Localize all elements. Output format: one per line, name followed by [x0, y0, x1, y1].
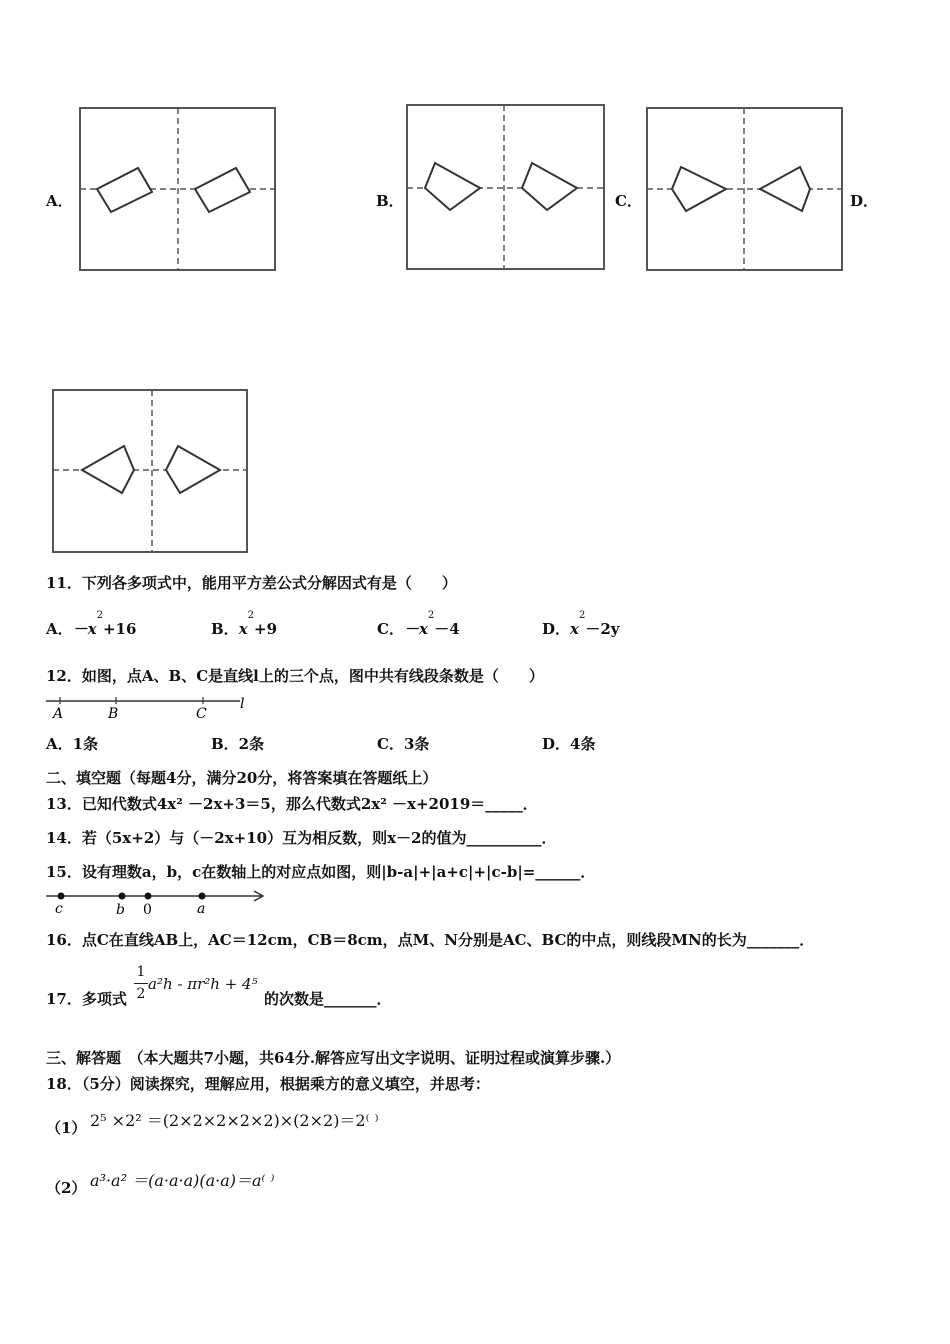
q14-text: 14．若（5x+2）与（－2x+10）互为相反数，则x－2的值为__________．	[46, 829, 557, 847]
q12-stem: 12．如图，点A、B、C是直线l上的三个点，图中共有线段条数是（ ）	[46, 667, 544, 685]
option-a-label: A．	[46, 192, 73, 210]
q18-part1-expression: 2⁵ ×2² ＝(2×2×2×2×2)×(2×2)＝2⁽ ⁾	[90, 1111, 379, 1130]
q16-text: 16．点C在直线AB上，AC＝12cm，CB＝8cm，点M、N分别是AC、BC的中点，则线段MN的长为_______．	[46, 931, 815, 949]
q12-line-label: l	[240, 696, 245, 712]
q15-point-b: b	[116, 902, 125, 918]
section2-title: 二、填空题（每题4分，满分20分，将答案填在答题纸上）	[46, 769, 438, 787]
option-b-label: B．	[376, 192, 404, 210]
q17-suffix: 的次数是_______．	[264, 990, 392, 1008]
q15-point-zero: 0	[143, 902, 152, 918]
q15-text: 15．设有理数a，b，c在数轴上的对应点如图，则|b-a|+|a+c|+|c-b|=______．	[46, 863, 596, 881]
q12-option-c: C．3条	[377, 735, 430, 753]
q13-text: 13．已知代数式4x² －2x+3＝5，那么代数式2x² －x+2019＝_____．	[46, 795, 538, 813]
figure-option-d	[0, 380, 300, 560]
section3-title: 三、解答题 （本大题共7小题，共64分.解答应写出文字说明、证明过程或演算步骤.）	[46, 1049, 621, 1067]
q12-line-figure	[0, 692, 300, 722]
q12-option-b: B．2条	[211, 735, 265, 753]
q18-part2-expression: a³·a² ＝(a·a·a)(a·a)＝a⁽ ⁾	[90, 1171, 275, 1190]
q15-number-line	[0, 886, 300, 918]
q11-option-d: D．$x^2-2y$	[542, 610, 620, 638]
q11-option-a: A．$-x^2+16$	[46, 610, 137, 638]
q18-stem: 18．（5分）阅读探究，理解应用，根据乘方的意义填空，并思考：	[46, 1075, 490, 1093]
q11-stem: 11．下列各多项式中，能用平方差公式分解因式有是（ ）	[46, 574, 457, 592]
q12-point-a: A	[53, 706, 64, 722]
q18-part1-label: （1）	[46, 1119, 87, 1137]
option-c-label: C．	[615, 192, 642, 210]
q15-point-a: a	[197, 901, 206, 917]
figure-option-a	[0, 0, 950, 300]
q17-fraction-denominator: 2	[136, 986, 146, 1002]
option-d-label: D．	[850, 192, 879, 210]
q11-option-b: B．$x^2+9$	[211, 610, 278, 638]
q17-fraction-bar	[134, 983, 148, 984]
q12-point-b: B	[108, 706, 119, 722]
q17-prefix: 17．多项式	[46, 990, 127, 1008]
q17-fraction-numerator: 1	[136, 964, 146, 980]
q12-point-c: C	[196, 706, 207, 722]
q18-part2-label: （2）	[46, 1179, 87, 1197]
q12-option-d: D．4条	[542, 735, 596, 753]
q11-option-c: C．$-x^2-4$	[377, 610, 460, 638]
q12-option-a: A．1条	[46, 735, 99, 753]
q15-point-c: c	[55, 901, 63, 917]
q17-expression: a²h - πr²h + 4⁵	[148, 975, 258, 993]
